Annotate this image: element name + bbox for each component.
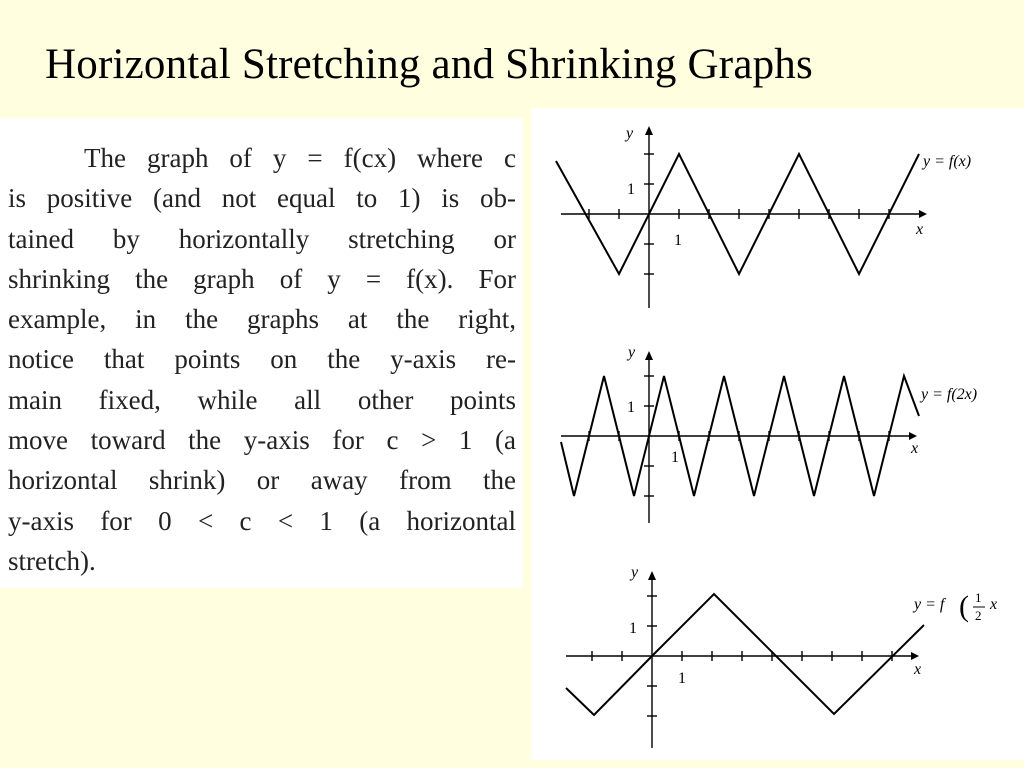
x-tick-label: 1	[671, 449, 679, 466]
text-line: notice that points on the y-axis re-	[8, 344, 516, 375]
graph-panel	[531, 108, 1024, 760]
slide-title: Horizontal Stretching and Shrinking Graphs	[45, 41, 813, 88]
open-paren: (	[959, 590, 969, 623]
y-tick-label: 1	[627, 181, 635, 198]
graph-label	[912, 590, 997, 623]
graph-f-x	[556, 126, 927, 308]
y-tick-label: 1	[627, 399, 635, 416]
y-axis-label: y	[631, 564, 639, 581]
graph-f-2x	[561, 351, 919, 523]
x-axis-arrow	[911, 652, 919, 660]
graph-f-half-x	[566, 571, 924, 748]
text-line: y-axis for 0 < c < 1 (a horizontal	[8, 505, 516, 536]
text-line: shrinking the graph of y = f(x). For	[8, 263, 516, 294]
text-line: horizontal shrink) or away from the	[8, 465, 516, 496]
text-line: is positive (and not equal to 1) is ob-	[8, 183, 516, 214]
x-axis-arrow	[919, 210, 927, 218]
svg-text:2: 2	[975, 608, 982, 623]
text-line: move toward the y-axis for c > 1 (a	[8, 425, 516, 456]
text-line: tained by horizontally stretching or	[8, 223, 516, 254]
x-tick-label: 1	[678, 670, 686, 687]
y-axis-arrow	[645, 126, 653, 135]
y-axis-label: y	[628, 344, 636, 361]
text-line: main fixed, while all other points	[8, 384, 516, 415]
y-tick-label: 1	[629, 620, 637, 637]
graphs-figure	[531, 108, 1024, 760]
text-line: stretch).	[8, 545, 96, 576]
text-body	[8, 138, 516, 581]
text-panel	[0, 118, 523, 588]
graph-curve	[566, 594, 924, 715]
graph-label: y = f(x)	[923, 153, 972, 170]
x-axis-arrow	[909, 432, 917, 440]
y-axis-arrow	[648, 571, 656, 580]
x-axis-label: x	[914, 661, 922, 678]
y-axis-arrow	[645, 351, 653, 360]
x-axis-label: x	[916, 221, 924, 238]
svg-text:y = f: y = f	[914, 596, 945, 613]
svg-text:x: x	[990, 596, 998, 613]
x-tick-label: 1	[674, 232, 682, 249]
x-axis-label: x	[911, 440, 919, 457]
graph-label: y = f(2x)	[921, 386, 978, 403]
text-line: The graph of y = f(cx) where c	[84, 143, 516, 173]
text-line: example, in the graphs at the right,	[8, 304, 516, 335]
svg-text:1: 1	[975, 590, 982, 605]
y-axis-label: y	[626, 125, 634, 142]
